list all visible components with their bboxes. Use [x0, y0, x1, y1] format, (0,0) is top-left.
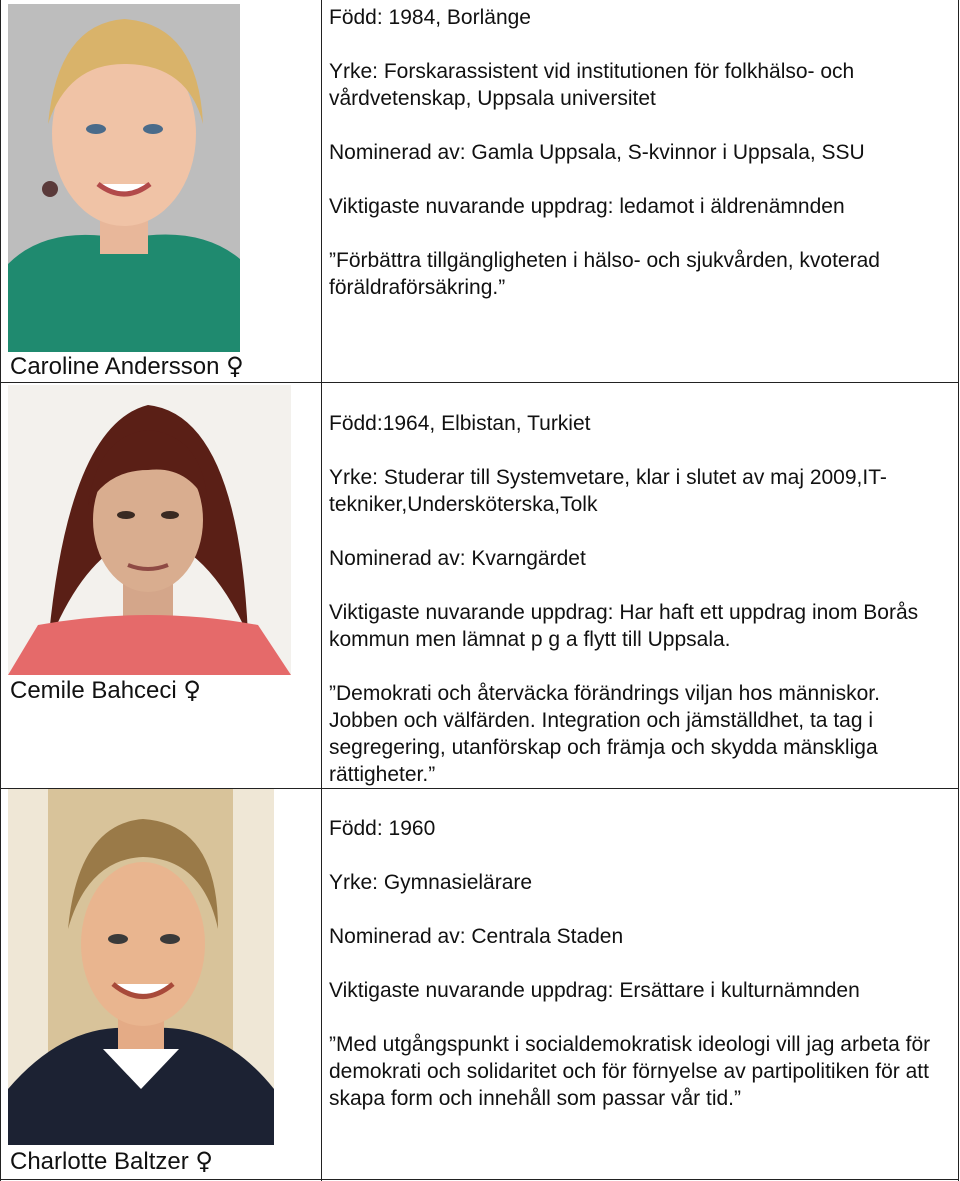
assignment-text: Viktigaste nuvarande uppdrag: Ersättare i kulturnämnden — [329, 979, 860, 1002]
quote-text: ”Förbättra tillgängligheten i hälso- och sjukvården, kvoterad föräldraförsäkring.” — [329, 249, 880, 299]
candidate-name-text: Caroline Andersson — [10, 353, 220, 380]
occupation-text: Yrke: Gymnasielärare — [329, 871, 533, 894]
candidate-row — [0, 0, 960, 382]
candidate-info — [329, 815, 954, 1112]
candidate-photo-cell — [8, 0, 320, 382]
assignment-text: Viktigaste nuvarande uppdrag: ledamot i äldrenämnden — [329, 195, 845, 218]
candidate-photo — [8, 385, 291, 675]
assignment-text: Viktigaste nuvarande uppdrag: Har haft ett uppdrag inom Borås kommun men lämnat p g a flytt till Uppsala. — [329, 601, 919, 651]
occupation-text: Yrke: Studerar till Systemvetare, klar i slutet av maj 2009,IT-tekniker,Undersköterska,Tolk — [329, 466, 887, 516]
candidate-info — [329, 4, 954, 301]
occupation-text: Yrke: Forskarassistent vid institutionen för folkhälso- och vårdvetenskap, Uppsala universitet — [329, 60, 855, 110]
candidate-name — [10, 676, 201, 705]
candidate-photo — [8, 4, 240, 352]
born-text: Född: 1984, Borlänge — [329, 6, 531, 29]
candidate-name — [10, 1147, 213, 1176]
candidate-info — [329, 410, 954, 788]
candidate-name-text: Charlotte Baltzer — [10, 1148, 189, 1175]
nominated-text: Nominerad av: Kvarngärdet — [329, 547, 586, 570]
candidate-photo-cell — [8, 789, 320, 1179]
candidate-row — [0, 383, 960, 788]
candidate-row — [0, 789, 960, 1179]
quote-text: ”Demokrati och återväcka förändrings viljan hos människor. Jobben och välfärden. Integration och jämställdhet, ta tag i segregering, utanförskap och främja och skydda mänskliga rättigheter.” — [329, 682, 880, 786]
candidate-name — [10, 352, 244, 381]
female-symbol-icon: ♀ — [195, 1147, 213, 1175]
candidate-name-text: Cemile Bahceci — [10, 677, 177, 704]
candidate-photo-cell — [8, 383, 320, 788]
nominated-text: Nominerad av: Gamla Uppsala, S-kvinnor i Uppsala, SSU — [329, 141, 865, 164]
born-text: Född:1964, Elbistan, Turkiet — [329, 412, 591, 435]
table-border-bottom — [0, 1179, 959, 1180]
female-symbol-icon: ♀ — [226, 352, 244, 380]
candidate-photo — [8, 789, 274, 1145]
nominated-text: Nominerad av: Centrala Staden — [329, 925, 624, 948]
quote-text: ”Med utgångspunkt i socialdemokratisk ideologi vill jag arbeta för demokrati och solidaritet och för förnyelse av partipolitiken för att skapa form och innehåll som passar vår tid.” — [329, 1033, 931, 1110]
born-text: Född: 1960 — [329, 817, 436, 840]
female-symbol-icon: ♀ — [183, 676, 201, 704]
